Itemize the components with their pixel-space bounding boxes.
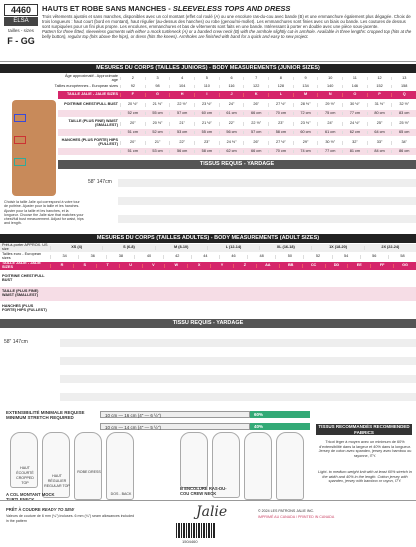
junior-waist-row: [58, 120, 416, 128]
chest-cm-cell-5: 66 cm: [243, 112, 268, 116]
adult-size-cell-1: S: [73, 264, 96, 268]
hips-cell-9: 32": [342, 141, 367, 145]
adult-euro-label: Tailles euro - European sizes: [2, 252, 42, 260]
adult-euro-cell-4: 42: [163, 255, 191, 259]
hips-cell-3: 23": [194, 141, 219, 145]
jalie-sizes-label: TAILLE JALIE - JALIE SIZES: [67, 92, 118, 97]
age-cell-10: 12: [367, 77, 392, 81]
euro-cell-7: 134: [293, 85, 318, 89]
adult-size-cell-9: AA: [256, 264, 279, 268]
stretch-pct-width: 60%: [250, 411, 310, 418]
waist-cm-cell-6: 58 cm: [268, 131, 293, 135]
yardage-row-6: [60, 384, 416, 392]
chest-cell-8: 29 ½": [317, 103, 342, 107]
chest-cell-10: 31 ½": [367, 103, 392, 107]
junior-age-row: [0, 75, 416, 82]
ready-label: Prêt-à-porter APPROX. US size: [2, 243, 48, 251]
adult-euro-cell-3: 40: [134, 255, 162, 259]
yardage-row-2: [118, 188, 416, 196]
ready-size-cell-2: M (8-10): [155, 246, 207, 250]
hips-cm-cell-2: 56 cm: [169, 150, 194, 154]
waist-cell-5: 22 ½": [243, 122, 268, 126]
jalie-size-cell-7: M: [293, 93, 318, 97]
ready-size-cell-5: 1X (18-20): [311, 246, 363, 250]
age-cell-6: 8: [268, 77, 293, 81]
fabrics-title: TISSUS RECOMMANDÉS RECOMMENDED FABRICS: [316, 424, 412, 435]
jalie-size-cell-8: N: [317, 93, 342, 97]
adult-meas-row-1: [0, 287, 416, 301]
adult-euro-cell-5: 44: [191, 255, 219, 259]
hips-cell-7: 29": [293, 141, 318, 145]
adult-euro-cell-10: 54: [332, 255, 360, 259]
waist-cell-6: 23": [268, 122, 293, 126]
chest-cm-cell-10: 80 cm: [367, 112, 392, 116]
chest-label: POITRINE CHEST/FULL BUST: [64, 102, 118, 107]
chest-cm-cell-11: 83 cm: [391, 112, 416, 116]
yardage-row-4: [118, 206, 416, 214]
adult-meas-label-0: POITRINE CHEST/FULL BUST: [2, 274, 45, 282]
adult-ready-row: [0, 244, 416, 252]
adult-size-cell-6: X: [187, 264, 210, 268]
waist-cm-cell-11: 65 cm: [391, 131, 416, 135]
yardage-row-5: [60, 375, 416, 383]
waist-cell-1: 20 ½": [145, 122, 170, 126]
jalie-size-cell-4: J: [219, 93, 244, 97]
junior-sizes-row: [58, 91, 416, 99]
waist-cm-cell-1: 52 cm: [145, 131, 170, 135]
junior-hips-cm-row: [58, 148, 416, 155]
pattern-code: 4460: [4, 4, 38, 16]
euro-cell-10: 152: [367, 85, 392, 89]
chest-cm-cell-8: 75 cm: [317, 112, 342, 116]
waist-cm-cell-3: 55 cm: [194, 131, 219, 135]
adult-meas-label-2: HANCHES (PLUS FORTE) HIPS (FULLEST): [2, 304, 47, 312]
yardage-row-3: [60, 357, 416, 365]
jalie-size-cell-2: H: [169, 93, 194, 97]
euro-cell-4: 116: [219, 85, 244, 89]
description: Trois vêtements ajustés et sans manches, disponibles avec un col montant (effet col roulé (A) ou une encolure ras-du-cou avec bande (B) et une emmanchure également plus dégagée. Choix de trois longueurs : haut court (bord en montant), haut régulier (au-dessus des hanches) ou robe (genou/mi-mollet). Les emmanchures sont finies avec un biais ou bande. Les coutures de dessus sont surpiquées pour un fini plus propre. Les encolures, emmanchures et bas de vêtements sont faits en une bande. Intéressant à porter en double avec une pièce sous-jacente. Pattern for three fitted, sleeveless garments with either a mock turtleneck (A) or a banded crew neck (B) with the armhole slightly cut-in armhole. Available in three lengths: cropped top (hits at the belly button), regular top (hits above the hips), or dress (hits the knees). Armholes are finished with band for a quick and easy to sew project.: [42, 14, 412, 40]
cropped-label: HAUT ÉCOURTÉ CROPPED TOP: [16, 466, 34, 485]
waist-cell-0: 20": [120, 122, 145, 126]
ready-size-cell-4: XL (16-18): [259, 246, 311, 250]
adult-size-cell-15: GG: [393, 264, 416, 268]
adult-yardage-title: TISSU REQUIS - YARDAGE: [0, 319, 416, 328]
chest-cm-cell-4: 61 cm: [219, 112, 244, 116]
euro-cell-8: 140: [317, 85, 342, 89]
size-range: F - GG: [7, 36, 35, 46]
euro-cell-6: 128: [268, 85, 293, 89]
hips-cm-cell-10: 84 cm: [367, 150, 392, 154]
pattern-name: ELSA: [4, 17, 38, 26]
adult-euro-cell-12: 58: [388, 255, 416, 259]
adult-size-cell-11: CC: [302, 264, 325, 268]
euro-cell-9: 146: [342, 85, 367, 89]
age-cell-1: 3: [145, 77, 170, 81]
fabrics-en: Light- to medium-weight knit with at least 60% stretch in the width and 40% in the length. Cotton jersey with spandex, jersey with bamboo or rayon, ITY.: [318, 470, 412, 484]
waist-cell-3: 21 ½": [194, 122, 219, 126]
waist-marker-icon: [14, 136, 26, 144]
waist-cm-cell-4: 56 cm: [219, 131, 244, 135]
waist-cell-11: 25 ½": [391, 122, 416, 126]
hips-cell-0: 20": [120, 141, 145, 145]
waist-cm-cell-7: 60 cm: [293, 131, 318, 135]
ready-to-sew: PRÊT À COUDRE READY TO SEW: [6, 507, 75, 512]
euro-label: Tailles européennes - European sizes: [54, 83, 118, 88]
waist-cell-4: 22": [219, 122, 244, 126]
yardage-row-2: [60, 348, 416, 356]
adult-euro-cell-0: 34: [50, 255, 78, 259]
stretch-title: EXTENSIBILITÉ MINIMALE REQUISE MINIMUM STRETCH REQUIRED: [6, 410, 85, 420]
waist-cm-cell-8: 61 cm: [317, 131, 342, 135]
chest-cell-6: 27 ½": [268, 103, 293, 107]
hips-cell-5: 26": [243, 141, 268, 145]
chest-cell-0: 20 ½": [120, 103, 145, 107]
chest-cell-1: 21 ½": [145, 103, 170, 107]
waist-cm-cell-0: 51 cm: [120, 131, 145, 135]
chest-cm-cell-2: 57 cm: [169, 112, 194, 116]
adult-euro-cell-8: 50: [275, 255, 303, 259]
adult-meas-row-2: [0, 302, 416, 316]
hips-label: HANCHES (PLUS FORTE) HIPS (FULLEST): [61, 138, 118, 146]
jalie-size-cell-0: F: [120, 93, 145, 97]
stretch-bar-length: 10 cm — 14 cm (4" — 5 ½"): [100, 423, 250, 430]
jalie-size-cell-3: I: [194, 93, 219, 97]
stretch-bar-width: 10 cm — 16 cm (4" — 6 ½"): [100, 411, 250, 418]
chest-cm-cell-1: 55 cm: [145, 112, 170, 116]
adult-size-cell-3: U: [119, 264, 142, 268]
hips-cm-cell-1: 53 cm: [145, 150, 170, 154]
yardage-row-3: [118, 197, 416, 205]
barcode-icon: [176, 523, 216, 538]
adult-sizes-label: TAILLE JALIE - JALIE SIZES: [2, 261, 41, 269]
seam-allowance: Valeurs de couture de 6 mm (¼") incluses. 6 mm (¼") seam allowances included in the pattern: [6, 514, 135, 523]
chest-cm-cell-0: 52 cm: [120, 112, 145, 116]
hips-cell-8: 30 ½": [317, 141, 342, 145]
adult-euro-cell-1: 36: [78, 255, 106, 259]
view-a-back: [106, 432, 134, 500]
junior-hips-row: [58, 139, 416, 147]
adult-size-cell-13: EE: [347, 264, 370, 268]
chest-cell-11: 32 ½": [391, 103, 416, 107]
yardage-row-1: [118, 179, 416, 187]
copyright: © 2024 LES PATRONS JALIE INC.: [258, 509, 315, 513]
jalie-size-cell-11: Q: [391, 93, 416, 97]
waist-cm-cell-9: 62 cm: [342, 131, 367, 135]
age-cell-11: 13: [391, 77, 416, 81]
junior-waist-cm-row: [58, 129, 416, 136]
euro-cell-5: 122: [243, 85, 268, 89]
ready-size-cell-0: XS (4): [50, 246, 102, 250]
yardage-row-0: [118, 170, 416, 178]
hip-marker-icon: [14, 158, 26, 166]
hips-cell-10: 33": [367, 141, 392, 145]
waist-cell-8: 24": [317, 122, 342, 126]
euro-cell-0: 92: [120, 85, 145, 89]
adult-meas-row-0: [0, 272, 416, 286]
adult-size-cell-14: FF: [370, 264, 393, 268]
chest-cell-3: 23 ½": [194, 103, 219, 107]
view-b-back: [276, 432, 304, 500]
hips-cm-cell-11: 86 cm: [391, 150, 416, 154]
adult-size-cell-7: Y: [210, 264, 233, 268]
yardage-row-7: [60, 393, 416, 401]
printed: IMPRIMÉ AU CANADA / PRINTED IN CANADA: [258, 515, 335, 519]
waist-cell-2: 21": [169, 122, 194, 126]
adult-sizes-row: [0, 262, 416, 270]
adult-euro-cell-9: 52: [303, 255, 331, 259]
chest-cm-cell-7: 72 cm: [293, 112, 318, 116]
jalie-size-cell-6: L: [268, 93, 293, 97]
fabrics-fr: Tricot léger à moyen avec un minimum de 60% d'extensibilité dans la largeur et 40% dans la longueur. Jersey de coton avec spandex, jersey avec bambou ou rayonne, ITY.: [318, 440, 412, 458]
adult-size-cell-12: DD: [325, 264, 348, 268]
waist-cm-cell-5: 57 cm: [243, 131, 268, 135]
adult-size-cell-5: W: [164, 264, 187, 268]
junior-euro-row: [0, 83, 416, 90]
adult-size-cell-10: BB: [279, 264, 302, 268]
age-cell-7: 9: [293, 77, 318, 81]
hips-cm-cell-9: 81 cm: [342, 150, 367, 154]
ready-size-cell-1: S (6-8): [102, 246, 154, 250]
dress-label: ROBE DRESS: [77, 470, 101, 474]
chest-cell-7: 28 ½": [293, 103, 318, 107]
header: [0, 0, 416, 62]
hips-cm-cell-3: 58 cm: [194, 150, 219, 154]
waist-cell-10: 25": [367, 122, 392, 126]
sizes-label: tailles - sizes: [8, 28, 34, 33]
yardage-row-5: [118, 215, 416, 223]
junior-section-title: MESURES DU CORPS (TAILLES JUNIORS) - BODY MEASUREMENTS (JUNIOR SIZES): [0, 64, 416, 73]
euro-cell-1: 98: [145, 85, 170, 89]
yardage-row-6: [118, 224, 416, 232]
chest-cm-cell-9: 77 cm: [342, 112, 367, 116]
regular-label: HAUT RÉGULIER REGULAR TOP: [44, 474, 70, 488]
jalie-size-cell-1: G: [145, 93, 170, 97]
hips-cm-cell-7: 74 cm: [293, 150, 318, 154]
adult-size-cell-0: R: [50, 264, 73, 268]
jalie-size-cell-9: O: [342, 93, 367, 97]
hips-cm-cell-4: 62 cm: [219, 150, 244, 154]
junior-fabric-width: 58" 147cm: [88, 179, 112, 185]
age-cell-3: 5: [194, 77, 219, 81]
adult-size-cell-2: T: [96, 264, 119, 268]
yardage-row-0: [60, 330, 416, 338]
age-label: Âge approximatif - Approximate age: [65, 73, 118, 82]
hips-cell-4: 24 ½": [219, 141, 244, 145]
age-cell-5: 7: [243, 77, 268, 81]
adult-euro-row: [0, 253, 416, 261]
euro-cell-3: 110: [194, 85, 219, 89]
jalie-logo: Jalie: [196, 504, 228, 520]
yardage-row-4: [60, 366, 416, 374]
euro-cell-2: 104: [169, 85, 194, 89]
waist-label: TAILLE (PLUS FINE) WAIST (SMALLEST): [68, 119, 118, 127]
stretch-pct-length: 40%: [250, 423, 310, 430]
back-label: DOS - BACK: [110, 492, 132, 496]
view-b-cropped: [180, 432, 208, 488]
chest-cell-2: 22 ½": [169, 103, 194, 107]
junior-chest-row: [58, 101, 416, 109]
age-cell-8: 10: [317, 77, 342, 81]
age-cell-9: 11: [342, 77, 367, 81]
yardage-row-1: [60, 339, 416, 347]
adult-euro-cell-6: 46: [219, 255, 247, 259]
waist-cm-cell-10: 64 cm: [367, 131, 392, 135]
waist-cell-7: 23 ½": [293, 122, 318, 126]
jalie-size-cell-10: P: [367, 93, 392, 97]
adult-euro-cell-11: 56: [360, 255, 388, 259]
view-b-label: B ENCOLURE RAS-DU-COU CREW NECK: [180, 486, 227, 496]
adult-euro-cell-7: 48: [247, 255, 275, 259]
hips-cell-11: 34": [391, 141, 416, 145]
junior-yardage-title: TISSUS REQUIS - YARDAGE: [58, 160, 416, 169]
age-cell-0: 2: [120, 77, 145, 81]
view-b-dress: [244, 432, 272, 500]
age-cell-2: 4: [169, 77, 194, 81]
junior-chest-cm-row: [58, 110, 416, 117]
view-a-label: A COL MONTANT MOCK TURTLENECK: [6, 492, 55, 502]
hips-cm-cell-0: 51 cm: [120, 150, 145, 154]
barcode-number: 1504460: [182, 539, 198, 544]
size-note: Choisir la taille Jalie qui correspond à votre tour de poitrine. Ajuster pour la taille et les hanches. Ajuster pour la taille et les hanches, et la longueur. Choose the Jalie size that matches your chest/full bust measurement. Adjust for waist, hips and length.: [4, 200, 84, 226]
page-title: HAUTS ET ROBE SANS MANCHES - SLEEVELESS TOPS AND DRESS: [42, 4, 291, 13]
euro-cell-11: 158: [391, 85, 416, 89]
adult-euro-cell-2: 38: [106, 255, 134, 259]
chest-cell-4: 24": [219, 103, 244, 107]
chest-cell-9: 30 ½": [342, 103, 367, 107]
adult-fabric-width: 58" 147cm: [4, 339, 28, 345]
hips-cell-1: 21": [145, 141, 170, 145]
chest-cm-cell-3: 60 cm: [194, 112, 219, 116]
chest-cell-5: 26": [243, 103, 268, 107]
chest-cm-cell-6: 70 cm: [268, 112, 293, 116]
hips-cm-cell-6: 70 cm: [268, 150, 293, 154]
hips-cell-6: 27 ½": [268, 141, 293, 145]
waist-cell-9: 24 ½": [342, 122, 367, 126]
bust-marker-icon: [14, 114, 26, 122]
age-cell-4: 6: [219, 77, 244, 81]
ready-size-cell-6: 2X (22-24): [364, 246, 416, 250]
hips-cm-cell-8: 77 cm: [317, 150, 342, 154]
view-a-dress: [74, 432, 102, 500]
hips-cell-2: 22": [169, 141, 194, 145]
adult-section-title: MESURES DU CORPS (TAILLES ADULTES) - BODY MEASUREMENTS (ADULT SIZES): [0, 234, 416, 243]
adult-size-cell-8: Z: [233, 264, 256, 268]
ready-size-cell-3: L (12-14): [207, 246, 259, 250]
hips-cm-cell-5: 66 cm: [243, 150, 268, 154]
waist-cm-cell-2: 53 cm: [169, 131, 194, 135]
adult-size-cell-4: V: [142, 264, 165, 268]
adult-meas-label-1: TAILLE (PLUS FINE) WAIST (SMALLEST): [2, 289, 39, 297]
jalie-size-cell-5: K: [243, 93, 268, 97]
